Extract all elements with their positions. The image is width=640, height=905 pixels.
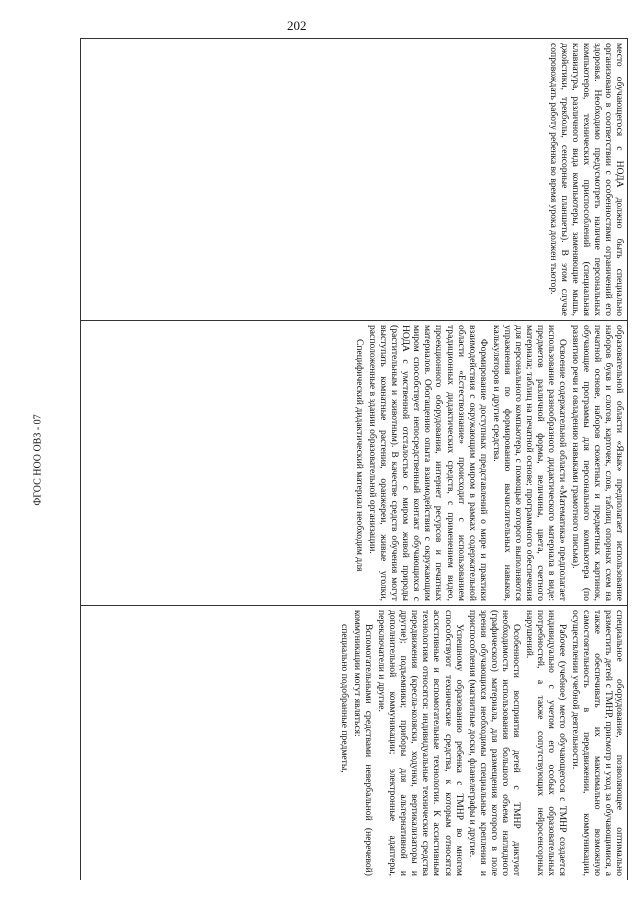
paragraph: специально подобранные предметы, xyxy=(339,624,351,773)
table-cell-col1 xyxy=(81,39,628,321)
rotated-content xyxy=(80,38,628,880)
footer-code: ФГОС НОО ОВЗ - 07 xyxy=(32,414,44,506)
standards-table xyxy=(80,38,628,880)
paragraph: Освоение содержательной области «Математика» предполагает использование разнообразного дидактического материала в виде: предметов различной формы, величины, цвета, счетного материала; таблиц на печатной основе; программного обеспечения для персонального компьютера, с помощью которого выполняются упражнения по формированию вычислительных навыков, калькуляторов и другие средства. xyxy=(490,325,568,601)
paragraph: специальное оборудование, позволяющее оптимально разместить детей с ТМНР, присмотр и уход за обучающимися, а также обеспечивать их максимально возможную самостоятельность в передвижении, коммуникации, осуществлении учебной деятельности. xyxy=(569,610,625,876)
page-number: 202 xyxy=(287,18,307,33)
paragraph: образовательной области «Язык» предполагает использование наборов букв и слогов, карточек, слов, таблиц опорных схем на печатной основе, наборов сюжетных и предметных картинок, обучающие программы для персонального компьютера (по развитию речи и овладению навыками грамотного письма). xyxy=(569,325,625,601)
paragraph: Рабочее (учебное) место обучающегося с ТМНР создается индивидуально с учетом его особых образовательных потребностей, а также сопутствующих нейросенсорных нарушений. xyxy=(523,610,568,876)
paragraph: Особенности восприятия детей с ТМНР диктуют необходимость использования большого объема наглядного (графического) материала, для размещения которого в поле зрения обучающихся необходимы специальные крепления и приспособления (магнитные доски, фланелеграфы и другие. xyxy=(466,610,522,876)
footer xyxy=(8,140,68,780)
document-page xyxy=(80,38,628,880)
paragraph: Успешному образованию ребенка с ТМНР во многом способствуют технические средства, к которым относятся ассистивные и вспомогательные технологии. К ассистивным технологиям относятся: индивидуальные технические средства передвижения (кресла-коляски, ходунки, вертикализаторы и другие); подъемники; приборы для альтернативной и дополнительной коммуникации; электронные адаптеры, переключатели и другие. xyxy=(376,610,465,876)
table-row xyxy=(81,39,628,881)
paragraph: Формирование доступных представлений о мире и практики взаимодействия с окружающим миром в рамках содержательной области «Естествознание» происходит с использованием традиционных дидактических средств, с применением видео, проекционного оборудования, интернет ресурсов и печатных материалов. Обогащению опыта взаимодействия с окружающим миром способствует непосредственный контакт обучающихся с НОДА с умственной отсталостью с миром живой природы (растительным и животным). В качестве средств обучения могут выступать комнатные растения, оранжереи, живые уголки, расположенные в здании образовательной организации. xyxy=(367,325,489,601)
paragraph: Вспомогательными средствами невербальной (неречевой) коммуникации могут являться: xyxy=(352,610,375,876)
paragraph: Специфический дидактический материал необходим для xyxy=(354,339,366,572)
table-cell-col3 xyxy=(81,606,628,881)
table-cell-col2 xyxy=(81,321,628,606)
paragraph: место обучающегося с НОДА должно быть специально организовано в соответствии с особенностями ограничений его здоровья. Необходимо предусмотреть наличие персональных компьютеров, технических приспособлений (специальная клавиатура, различного вида компьютеры, заменяющие мышь, джойстики, трекболы, сенсорные планшеты). В этом случае сопровождать работу ребенка во время урока должен тьютор. xyxy=(547,43,625,316)
